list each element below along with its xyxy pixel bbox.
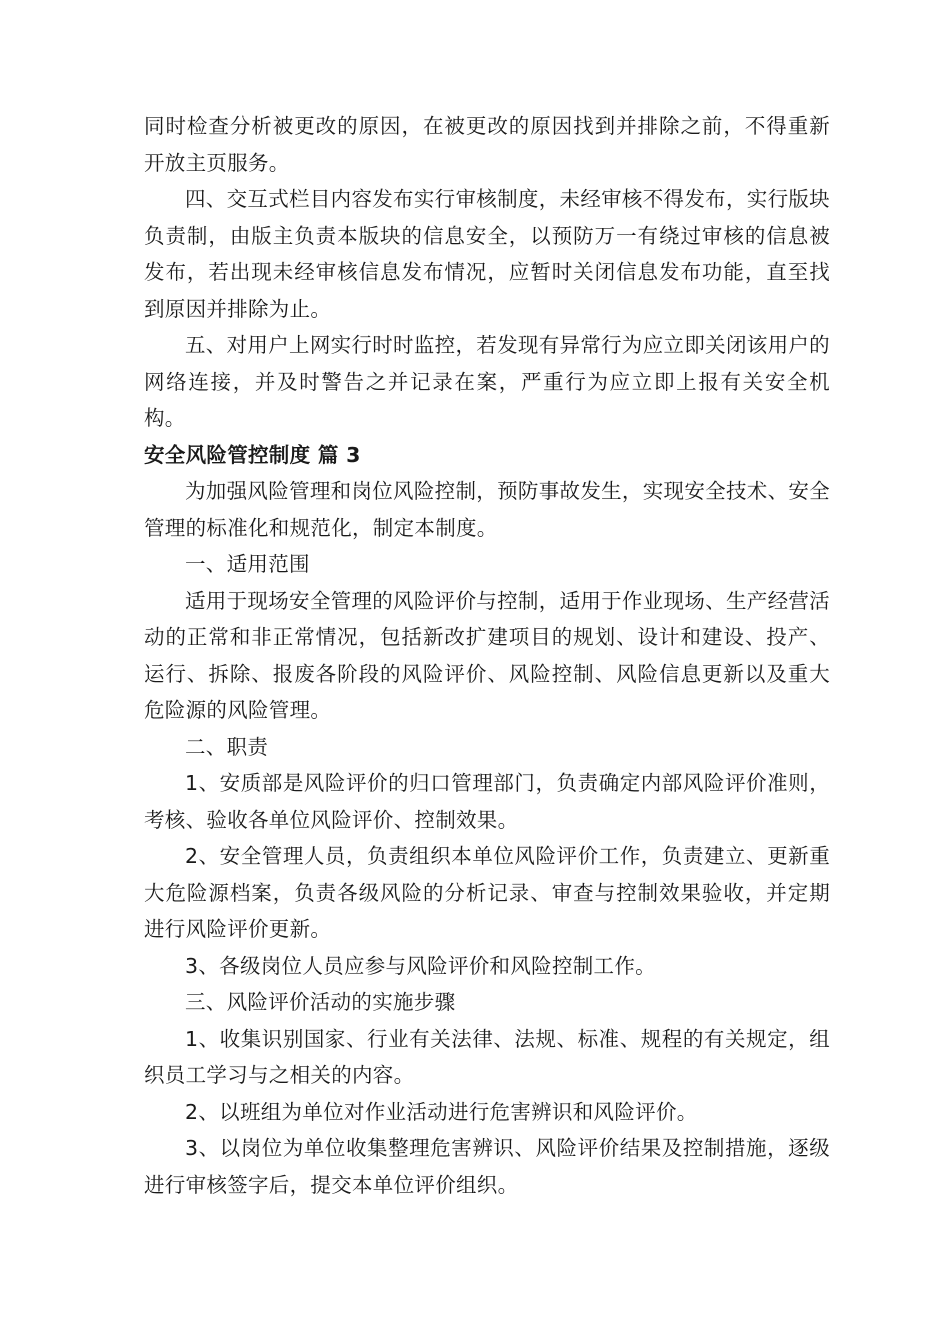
paragraph-continuation: 同时检查分析被更改的原因，在被更改的原因找到并排除之前，不得重新开放主页服务。 <box>144 114 830 175</box>
paragraph-step-2: 2、以班组为单位对作业活动进行危害辨识和风险评价。 <box>185 1099 698 1124</box>
paragraph-step-1: 1、收集识别国家、行业有关法律、法规、标准、规程的有关规定，组织员工学习与之相关的内容。 <box>144 1026 830 1087</box>
subheading-duties: 二、职责 <box>185 734 269 759</box>
paragraph-duty-1: 1、安质部是风险评价的归口管理部门，负责确定内部风险评价准则，考核、验收各单位风险评价、控制效果。 <box>144 771 830 832</box>
paragraph-scope: 适用于现场安全管理的风险评价与控制，适用于作业现场、生产经营活动的正常和非正常情况，包括新改扩建项目的规划、设计和建设、投产、运行、拆除、报废各阶段的风险评价、风险控制、风险信息更新以及重大危险源的风险管理。 <box>144 588 830 722</box>
subheading-scope: 一、适用范围 <box>185 552 310 576</box>
section-heading: 安全风险管控制度 篇 3 <box>144 442 361 467</box>
document-body <box>144 108 830 1203</box>
paragraph-item-4: 四、交互式栏目内容发布实行审核制度，未经审核不得发布，实行版块负责制，由版主负责本版块的信息安全，以预防万一有绕过审核的信息被发布，若出现未经审核信息发布情况，应暂时关闭信息发布功能，直至找到原因并排除为止。 <box>144 187 830 321</box>
paragraph-duty-2: 2、安全管理人员，负责组织本单位风险评价工作，负责建立、更新重大危险源档案，负责各级风险的分析记录、审查与控制效果验收，并定期进行风险评价更新。 <box>144 844 830 941</box>
paragraph-item-5: 五、对用户上网实行时时监控，若发现有异常行为应立即关闭该用户的网络连接，并及时警告之并记录在案，严重行为应立即上报有关安全机构。 <box>144 333 830 430</box>
paragraph-duty-3: 3、各级岗位人员应参与风险评价和风险控制工作。 <box>185 953 656 978</box>
paragraph-step-3: 3、以岗位为单位收集整理危害辨识、风险评价结果及控制措施，逐级进行审核签字后，提交本单位评价组织。 <box>144 1136 830 1197</box>
subheading-steps: 三、风险评价活动的实施步骤 <box>185 990 456 1014</box>
paragraph-intro: 为加强风险管理和岗位风险控制，预防事故发生，实现安全技术、安全管理的标准化和规范化，制定本制度。 <box>144 479 830 540</box>
